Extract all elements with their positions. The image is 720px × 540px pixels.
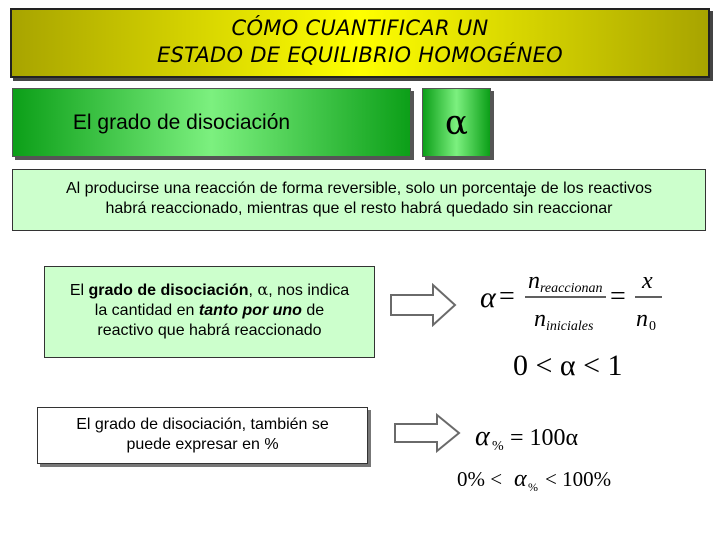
- formula-x: x: [642, 268, 653, 294]
- intro-line-1: Al producirse una reacción de forma reversible, solo un porcentaje de los reactivos: [65, 180, 653, 197]
- dissociation-formula: [470, 260, 700, 340]
- range-1: [505, 343, 645, 383]
- definition-bold: grado de disociación: [88, 282, 249, 299]
- range-2-left: 0% <: [457, 467, 503, 491]
- alpha-symbol: α: [445, 102, 468, 143]
- degree-label-box: [12, 88, 411, 157]
- definition-line2-post: de: [301, 302, 325, 319]
- definition-line2-pre: la cantidad en: [94, 302, 199, 319]
- formula-num-n: n: [528, 268, 540, 294]
- definition-box: [44, 266, 375, 358]
- title-line-1: CÓMO CUANTIFICAR UN: [231, 16, 489, 40]
- definition-emphasis: tanto por uno: [198, 302, 302, 319]
- formula-equals: =: [499, 281, 515, 312]
- definition-alpha: α: [257, 280, 269, 299]
- range-2-alpha: α: [514, 466, 527, 492]
- percent-note-line-1: El grado de disociación, también se: [76, 416, 329, 433]
- intro-line-2: habrá reaccionado, mientras que el resto habrá quedado sin reaccionar: [105, 200, 613, 217]
- definition-after: , nos indica: [268, 282, 350, 299]
- formula-n0-sub: 0: [649, 319, 656, 334]
- degree-label: El grado de disociación: [72, 110, 291, 134]
- alpha-symbol-box: [422, 88, 491, 157]
- formula-equals-2: =: [610, 281, 626, 312]
- percent-formula-alpha: α: [475, 421, 490, 452]
- definition-line-1: [49, 280, 370, 301]
- percent-note-line-2: puede expresar en %: [126, 436, 279, 453]
- range-2: [455, 462, 655, 498]
- formula-alpha: α: [480, 281, 496, 314]
- range-2-right: < 100%: [545, 467, 612, 491]
- formula-den-sub: iniciales: [546, 319, 594, 334]
- percent-note-box: [37, 407, 368, 464]
- definition-line-2: [49, 301, 370, 321]
- percent-formula: [470, 415, 610, 455]
- range-1-text: 0 < α < 1: [513, 349, 623, 382]
- formula-num-sub: reaccionan: [540, 281, 603, 296]
- right-arrow-icon: [393, 413, 461, 453]
- definition-prefix: El: [69, 282, 89, 299]
- formula-den-n: n: [534, 306, 546, 332]
- definition-mid: ,: [248, 282, 258, 299]
- title-line-2: ESTADO DE EQUILIBRIO HOMOGÉNEO: [156, 43, 564, 67]
- formula-n0: n: [636, 306, 648, 332]
- right-arrow-icon: [389, 283, 457, 327]
- intro-box: [12, 169, 706, 231]
- percent-formula-sub: %: [492, 439, 504, 454]
- title-banner: [10, 8, 710, 78]
- definition-line-3: reactivo que habrá reaccionado: [97, 322, 322, 339]
- percent-formula-rhs: = 100α: [510, 425, 579, 451]
- range-2-sub: %: [528, 480, 538, 494]
